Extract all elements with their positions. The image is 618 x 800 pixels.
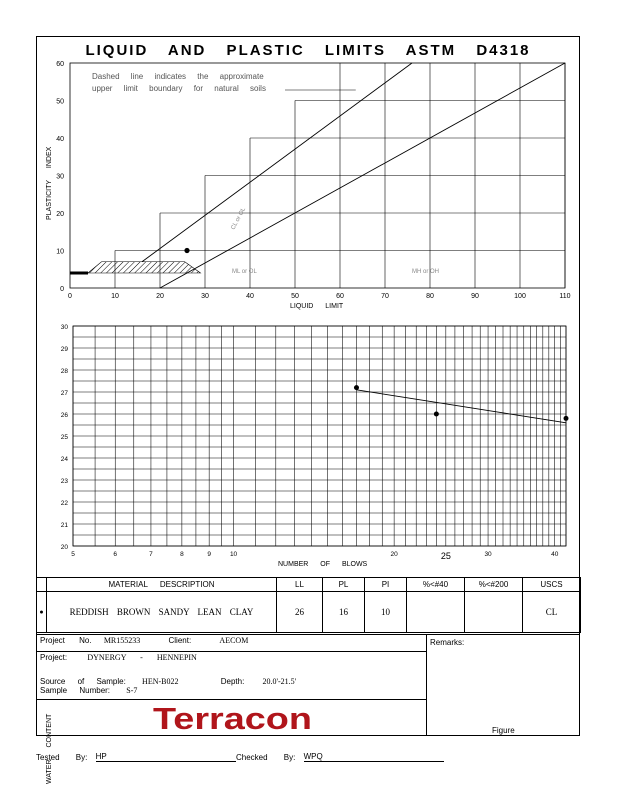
flow-ytick: 22 xyxy=(60,500,68,507)
sample-row xyxy=(40,686,137,695)
project-number-row xyxy=(40,636,248,645)
flow-xtick: 9 xyxy=(207,551,211,558)
flow-ytick: 29 xyxy=(60,346,68,353)
plasticity-marks xyxy=(184,248,189,253)
plasticity-x-label: LIQUID LIMIT xyxy=(290,303,344,310)
plasticity-xtick: 20 xyxy=(156,293,164,300)
logo-text: Terracon xyxy=(153,701,312,736)
pl-header: PL xyxy=(323,578,365,592)
client-value: AECOM xyxy=(219,636,249,645)
p40-cell xyxy=(407,592,465,633)
flow-ytick: 21 xyxy=(60,522,68,529)
plasticity-xtick: 70 xyxy=(381,293,389,300)
flow-ytick: 25 xyxy=(60,434,68,441)
flow-ytick: 26 xyxy=(60,412,68,419)
remarks-label: Remarks: xyxy=(430,638,465,647)
p200-cell xyxy=(465,592,523,633)
checked-by xyxy=(236,752,444,762)
plasticity-chart xyxy=(0,0,618,320)
depth-value: 20.0'-21.5' xyxy=(262,677,297,686)
source-label: Source of Sample: xyxy=(40,677,126,686)
tested-by xyxy=(36,752,236,762)
project-value: DYNERGY - HENNEPIN xyxy=(87,653,197,662)
flow-ytick: 24 xyxy=(60,456,68,463)
source-value: HEN-B022 xyxy=(142,677,179,686)
checked-label: Checked By: xyxy=(236,753,296,762)
info-divider-2 xyxy=(36,651,427,652)
terracon-logo xyxy=(150,700,315,734)
zone-label-ml-ol: ML or OL xyxy=(232,269,257,275)
project-row xyxy=(40,653,197,662)
flow-ytick: 28 xyxy=(60,368,68,375)
plasticity-xtick: 90 xyxy=(471,293,479,300)
plasticity-ytick: 30 xyxy=(56,173,64,181)
plasticity-ytick: 20 xyxy=(56,211,64,218)
project-label: Project: xyxy=(40,653,68,662)
source-row xyxy=(40,677,296,686)
sample-value: S-7 xyxy=(126,686,138,695)
info-divider xyxy=(36,634,580,635)
client-label: Client: xyxy=(168,636,192,645)
flow-ytick: 23 xyxy=(60,478,68,485)
p200-header: %<#200 xyxy=(465,578,523,592)
plasticity-xtick: 0 xyxy=(68,293,72,300)
flow-xtick: 8 xyxy=(180,551,184,558)
depth-label: Depth: xyxy=(220,677,245,686)
flow-point-2 xyxy=(564,416,569,421)
checked-value: WPQ xyxy=(303,752,323,761)
plasticity-xtick: 80 xyxy=(426,293,434,300)
plasticity-ytick: 40 xyxy=(56,136,64,143)
checked-line xyxy=(304,752,444,762)
pi-header: PI xyxy=(365,578,407,592)
flow-grid xyxy=(61,324,566,561)
sample-label: Sample Number: xyxy=(40,686,111,695)
plasticity-xtick: 40 xyxy=(246,293,254,300)
symbol-header xyxy=(37,578,47,592)
results-table xyxy=(36,577,581,633)
plasticity-xtick: 50 xyxy=(291,293,299,300)
page-title: LIQUID AND PLASTIC LIMITS ASTM D4318 xyxy=(85,42,531,59)
ll-header: LL xyxy=(277,578,323,592)
flow-xtick: 30 xyxy=(484,551,492,558)
flow-point-0 xyxy=(354,385,359,390)
pi-cell: 10 xyxy=(365,592,407,633)
flow-xtick: 25 xyxy=(440,551,451,561)
plasticity-grid xyxy=(56,61,570,300)
flow-ytick: 27 xyxy=(60,390,68,397)
plasticity-ytick: 60 xyxy=(56,61,64,68)
plasticity-y-label: PLASTICITY INDEX xyxy=(46,146,53,220)
plasticity-xtick: 30 xyxy=(201,293,209,300)
plasticity-ytick: 50 xyxy=(56,98,64,106)
flow-xtick: 6 xyxy=(113,551,118,558)
plasticity-xtick: 10 xyxy=(111,293,119,300)
zone-label-mh-oh: MH or OH xyxy=(412,269,439,275)
material-cell: REDDISH BROWN SANDY LEAN CLAY xyxy=(47,592,277,633)
plasticity-note-line1: Dashed line indicates the approximate xyxy=(92,72,264,81)
flow-y-label: WATER CONTENT xyxy=(46,713,53,784)
flow-xtick: 5 xyxy=(71,551,75,558)
flow-x-label: NUMBER OF BLOWS xyxy=(278,561,368,568)
p40-header: %<#40 xyxy=(407,578,465,592)
plasticity-ytick: 10 xyxy=(56,248,64,256)
tested-value: HP xyxy=(95,752,107,761)
ml-zone-bar xyxy=(70,272,88,275)
material-header: MATERIAL DESCRIPTION xyxy=(47,578,277,592)
cl-ml-zone xyxy=(88,262,201,273)
tested-line xyxy=(96,752,236,762)
flow-xtick: 20 xyxy=(390,551,398,558)
flow-xtick: 7 xyxy=(149,551,153,558)
flow-ytick: 20 xyxy=(60,544,68,551)
zone-label-cl-ol: CL or OL xyxy=(230,206,248,231)
plasticity-note-line2: upper limit boundary for natural soils xyxy=(92,84,266,93)
pl-cell: 16 xyxy=(323,592,365,633)
plasticity-point-0 xyxy=(184,248,189,253)
flow-ytick: 30 xyxy=(60,324,68,331)
tested-label: Tested By: xyxy=(36,753,88,762)
table-row xyxy=(37,592,581,633)
table-header-row xyxy=(37,578,581,592)
flow-trend-line xyxy=(356,390,566,423)
ll-cell: 26 xyxy=(277,592,323,633)
flow-xtick: 40 xyxy=(551,551,559,558)
project-number: MR155233 xyxy=(103,636,141,645)
plasticity-xtick: 100 xyxy=(514,293,526,300)
plasticity-ytick: 0 xyxy=(60,286,64,293)
uscs-header: USCS xyxy=(523,578,581,592)
flow-xtick: 10 xyxy=(229,551,238,558)
plasticity-xtick: 110 xyxy=(559,293,571,300)
project-number-label: Project No. xyxy=(40,636,92,645)
flow-marks xyxy=(354,385,569,423)
plasticity-xtick: 60 xyxy=(336,293,344,300)
uscs-cell: CL xyxy=(523,592,581,633)
flow-point-1 xyxy=(434,412,439,417)
figure-label: Figure xyxy=(492,726,515,735)
sample-symbol: ● xyxy=(37,592,47,633)
